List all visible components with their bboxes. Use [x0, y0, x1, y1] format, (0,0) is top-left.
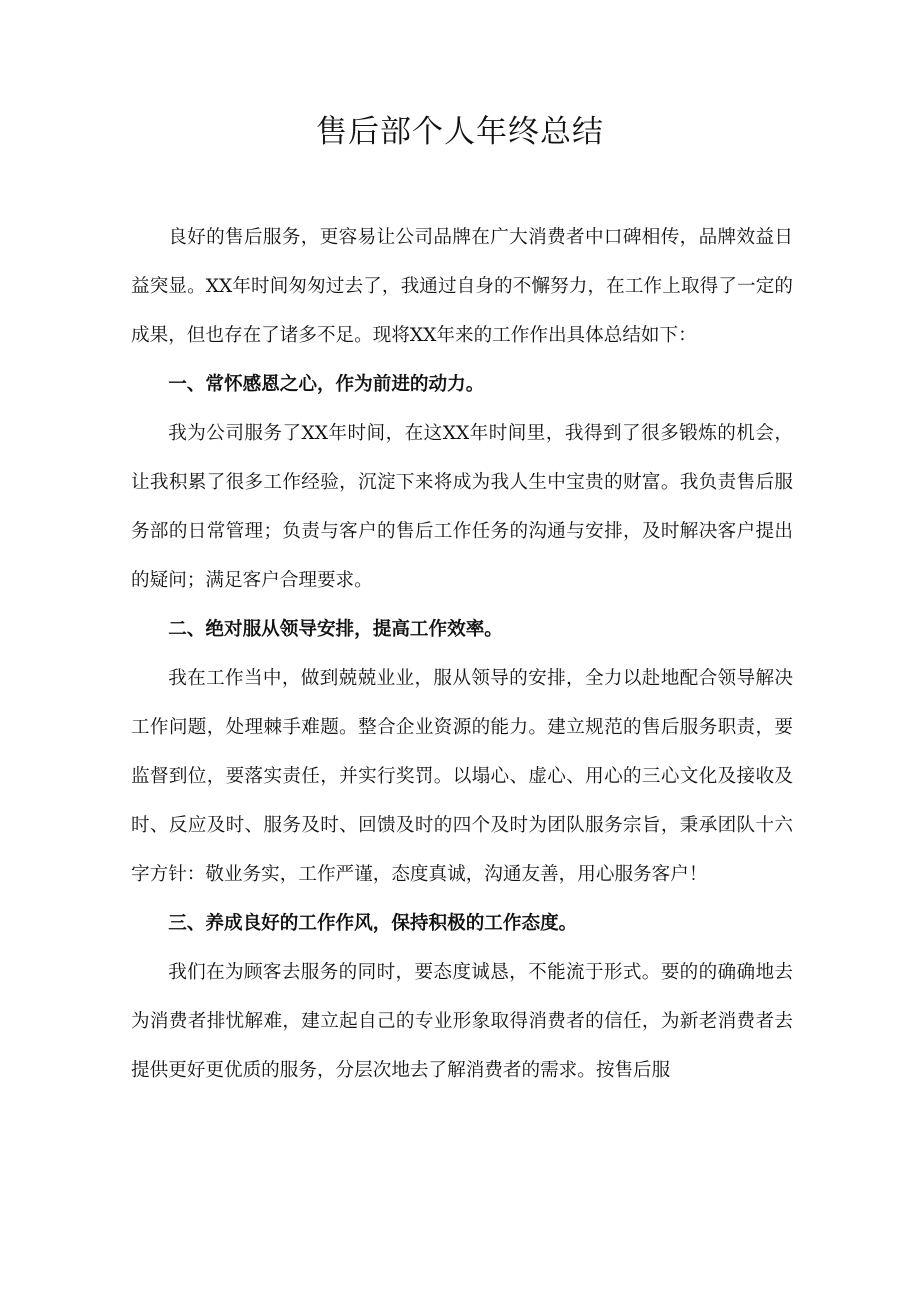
section-3-paragraph: 我们在为顾客去服务的同时，要态度诚恳，不能流于形式。要的的确确地去为消费者排忧解难，建立起自己的专业形象取得消费者的信任，为新老消费者去提供更好更优质的服务，分层次地去了解消费者的需求。按售后服	[131, 962, 793, 1081]
section-2-paragraph: 我在工作当中，做到兢兢业业，服从领导的安排，全力以赴地配合领导解决工作问题，处理棘手难题。整合企业资源的能力。建立规范的售后服务职责，要监督到位，要落实责任，并实行奖罚。以塌心、虚心、用心的三心文化及接收及时、反应及时、服务及时、回馈及时的四个及时为团队服务宗旨，秉承团队十六字方针：敬业务实，工作严谨，态度真诚，沟通友善，用心服务客户！	[131, 668, 793, 885]
section-1-paragraph: 我为公司服务了XX年时间，在这XX年时间里，我得到了很多锻炼的机会，让我积累了很多工作经验，沉淀下来将成为我人生中宝贵的财富。我负责售后服务部的日常管理；负责与客户的售后工作任务的沟通与安排，及时解决客户提出的疑问；满足客户合理要求。	[131, 423, 793, 591]
document-body	[131, 213, 793, 1095]
intro-paragraph: 良好的售后服务，更容易让公司品牌在广大消费者中口碑相传，品牌效益日益突显。XX年时间匆匆过去了，我通过自身的不懈努力，在工作上取得了一定的成果，但也存在了诸多不足。现将XX年来的工作作出具体总结如下：	[131, 227, 793, 346]
section-heading-1: 一、常怀感恩之心，作为前进的动力。	[168, 374, 485, 395]
section-heading-3: 三、养成良好的工作作风，保持积极的工作态度。	[168, 913, 578, 934]
document-title: 售后部个人年终总结	[316, 114, 604, 150]
section-heading-2: 二、绝对服从领导安排，提高工作效率。	[168, 619, 503, 640]
